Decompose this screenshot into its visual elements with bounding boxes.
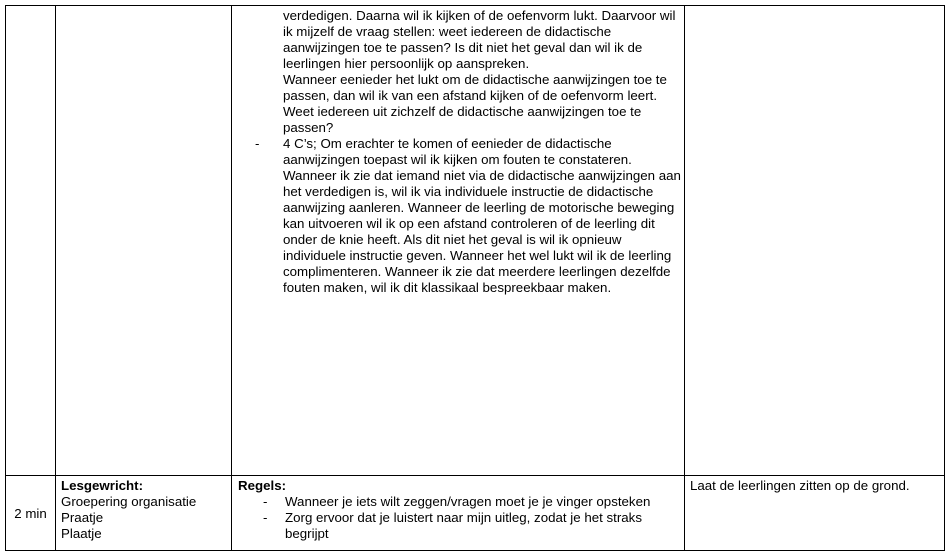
note-text: Laat de leerlingen zitten op de grond.: [690, 478, 910, 493]
paragraph-continuation-1: [238, 8, 684, 72]
paragraph-text: Wanneer eenieder het lukt om de didactische aanwijzingen toe te passen, dan wil ik van een afstand kijken of de oefenvorm leert. Weet iedereen uit zichzelf de didactische aanwijzingen toe te passen?: [283, 72, 667, 135]
bullet-dash-marker: -: [263, 510, 268, 525]
lesgewricht-line: Plaatje: [61, 526, 102, 541]
row2-time-cell: [6, 476, 56, 550]
duration-label: 2 min: [14, 506, 47, 521]
paragraph-continuation-2: [238, 72, 684, 136]
row2-rules-cell: [232, 476, 685, 550]
regels-title: Regels:: [238, 478, 287, 493]
lesgewricht-line: Praatje: [61, 510, 104, 525]
row1-didactic-instruction-cell: [232, 6, 685, 476]
row1-time-cell: [6, 6, 56, 476]
lesgewricht-line: Groepering organisatie: [61, 494, 197, 509]
rule-text: Wanneer je iets wilt zeggen/vragen moet je je vinger opsteken: [285, 494, 651, 509]
row2-organisation-cell: [56, 476, 232, 550]
rule-item: [238, 510, 684, 542]
row1-organisation-cell: [56, 6, 232, 476]
lesgewricht-title: Lesgewricht:: [61, 478, 144, 493]
row1-notes-cell: [685, 6, 944, 476]
paragraph-text: verdedigen. Daarna wil ik kijken of de oefenvorm lukt. Daarvoor wil ik mijzelf de vraag stellen: weet iedereen de didactische aanwijzingen toe te passen? Is dit niet het geval dan wil ik de leerlingen hier persoonlijk op aanspreken.: [283, 8, 676, 71]
bullet-item-4cs: [238, 136, 684, 296]
row2-notes-cell: [685, 476, 944, 550]
lesson-plan-table: [5, 5, 945, 551]
rule-text: Zorg ervoor dat je luistert naar mijn uitleg, zodat je het straks begrijpt: [285, 510, 642, 541]
rule-item: [238, 494, 684, 510]
bullet-dash-marker: -: [255, 136, 260, 151]
paragraph-text: 4 C’s; Om erachter te komen of eenieder de didactische aanwijzingen toepast wil ik kijken om fouten te constateren. Wanneer ik zie dat iemand niet via de didactische aanwijzingen aan het verdedigen is, wil ik via individuele instructie de didactische aanwijzing aanleren. Wanneer de leerling de motorische beweging kan uitvoeren wil ik op een afstand controleren of de leerling dit onder de knie heeft. Als dit niet het geval is wil ik opnieuw individuele instructie geven. Wanneer het wel lukt wil ik de leerling complimenteren. Wanneer ik zie dat meerdere leerlingen dezelfde fouten maken, wil ik dit klassikaal bespreekbaar maken.: [283, 136, 681, 295]
bullet-dash-marker: -: [263, 494, 268, 509]
